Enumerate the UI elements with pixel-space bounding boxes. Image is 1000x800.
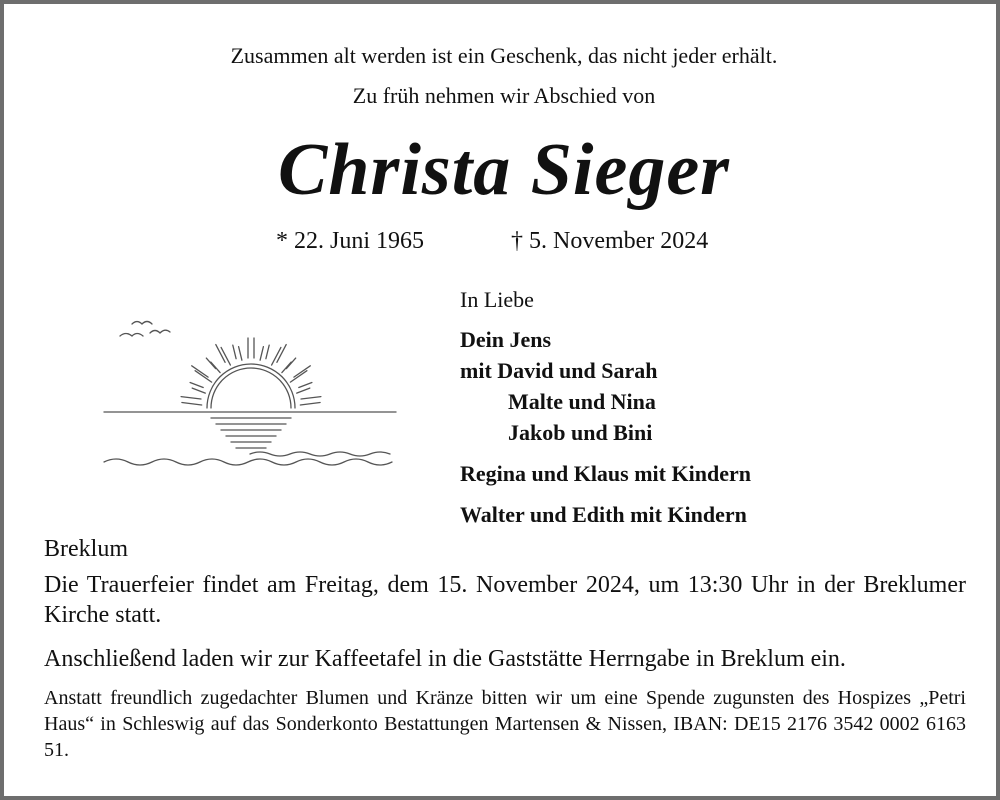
mourners-heading: In Liebe xyxy=(460,287,534,312)
mourner-line: Dein Jens xyxy=(460,327,552,352)
mourner-line: mit David und Sarah xyxy=(460,358,658,383)
intro-line-1: Zusammen alt werden ist ein Geschenk, das nicht jeder erhält. xyxy=(230,43,778,68)
sun-reflection-icon xyxy=(211,418,291,448)
birth-date: * 22. Juni 1965 xyxy=(276,228,425,254)
deceased-name: Christa Sieger xyxy=(278,129,730,211)
donation-notice: Anstatt freundlich zugedachter Blumen und Kränze bitten wir um eine Spende zugunsten des Hospizes „Petri Haus“ in Schleswig auf das Sonderkonto Bestattungen Martensen & Nissen, IBAN: DE15 2176 3542 0002 6163 51. xyxy=(44,687,966,761)
sun-rays-icon xyxy=(181,338,321,405)
sunset-over-sea-with-birds-icon xyxy=(100,308,402,474)
sun-icon xyxy=(207,364,295,408)
waves-icon xyxy=(104,452,392,465)
mourner-line: Regina und Klaus mit Kindern xyxy=(460,461,751,486)
intro-line-2: Zu früh nehmen wir Abschied von xyxy=(352,83,656,108)
birds-icon xyxy=(120,322,170,337)
mourner-line: Malte und Nina xyxy=(508,389,656,414)
mourner-line: Walter und Edith mit Kindern xyxy=(460,502,747,527)
death-date: † 5. November 2024 xyxy=(511,228,709,254)
mourner-line: Jakob und Bini xyxy=(508,420,653,445)
place-name: Breklum xyxy=(44,536,128,562)
coffee-notice: Anschließend laden wir zur Kaffeetafel in die Gaststätte Herrngabe in Breklum ein. xyxy=(44,646,846,672)
funeral-notice: Die Trauerfeier findet am Freitag, dem 15. November 2024, um 13:30 Uhr in der Breklumer Kirche statt. xyxy=(44,572,966,628)
